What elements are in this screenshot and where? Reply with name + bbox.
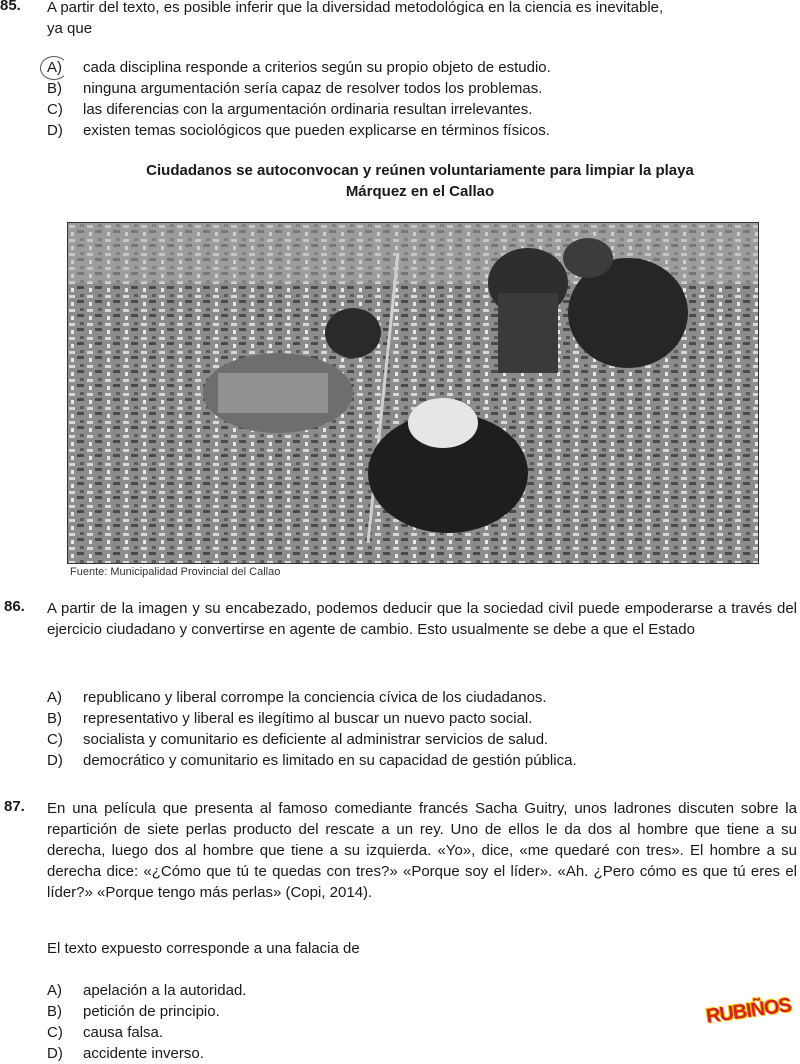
option-letter: D) [47,752,63,769]
option-text: apelación a la autoridad. [83,982,247,999]
option-87-c[interactable] [47,1022,246,1043]
option-text: petición de principio. [83,1003,220,1020]
option-text: accidente inverso. [83,1045,204,1062]
option-text: cada disciplina responde a criterios según su propio objeto de estudio. [83,59,551,76]
option-letter: B) [47,80,62,97]
news-headline-line2: Márquez en el Callao [345,183,495,200]
option-87-a[interactable] [47,980,246,1001]
question-87-stem: En una película que presenta al famoso comediante francés Sacha Guitry, unos ladrones discuten sobre la repartición de siete perlas producto del rescate a un rey. Uno de ellos le da dos al hombre que tiene a su derecha, luego dos al hombre que tiene a su izquierda. «Yo», dice, «me quedaré con tres». El hombre a su derecha dice: «¿Cómo que tú te quedas con tres?» «Porque soy el líder». «Ah. ¿Pero cómo es que tú eres el líder?» «Porque tengo más perlas» (Copi, 2014). [47,800,797,901]
question-86-options [47,687,577,771]
question-86-number: 86. [4,598,25,615]
news-headline-line1: Ciudadanos se autoconvocan y reúnen voluntariamente para limpiar la playa [146,162,694,179]
option-letter: D) [47,122,63,139]
beach-cleanup-photo-image [68,223,758,563]
option-letter: C) [47,101,63,118]
option-text: representativo y liberal es ilegítimo al buscar un nuevo pacto social. [83,710,533,727]
option-85-c[interactable] [47,99,551,120]
option-85-d[interactable] [47,120,551,141]
news-headline [60,160,780,202]
option-letter: A) [47,982,62,999]
option-text: existen temas sociológicos que pueden explicarse en términos físicos. [83,122,550,139]
option-letter: C) [47,731,63,748]
question-85-stem [47,0,797,39]
news-photo [67,222,759,564]
option-letter: A) [47,59,62,76]
question-87-number: 87. [4,798,25,815]
option-85-a[interactable] [47,57,551,78]
option-text: causa falsa. [83,1024,164,1041]
rubinos-logo: RUBIÑOS [704,994,793,1028]
option-letter: C) [47,1024,63,1041]
question-86-stem: A partir de la imagen y su encabezado, podemos deducir que la sociedad civil puede empoderarse a través del ejercicio ciudadano y convertirse en agente de cambio. Esto usualmente se debe a que el Estado [47,600,797,638]
option-letter: B) [47,710,62,727]
photo-caption: Fuente: Municipalidad Provincial del Callao [70,566,281,578]
question-85-options [47,57,551,141]
option-letter: A) [47,689,62,706]
option-87-b[interactable] [47,1001,246,1022]
option-86-d[interactable] [47,750,577,771]
option-86-a[interactable] [47,687,577,708]
question-85-number: 85. [0,0,21,14]
option-85-b[interactable] [47,78,551,99]
option-text: socialista y comunitario es deficiente al administrar servicios de salud. [83,731,549,748]
option-text: democrático y comunitario es limitado en su capacidad de gestión pública. [83,752,577,769]
option-86-c[interactable] [47,729,577,750]
question-85-stem-line2: ya que [47,20,93,37]
option-letter: D) [47,1045,63,1062]
option-text: ninguna argumentación sería capaz de resolver todos los problemas. [83,80,543,97]
option-text: republicano y liberal corrompe la conciencia cívica de los ciudadanos. [83,689,547,706]
question-85-stem-line1: A partir del texto, es posible inferir que la diversidad metodológica en la ciencia es inevitable, [47,0,664,16]
question-87-options [47,980,246,1064]
option-86-b[interactable] [47,708,577,729]
option-87-d[interactable] [47,1043,246,1064]
option-letter: B) [47,1003,62,1020]
answer-mark-icon [40,56,68,80]
question-87-prompt: El texto expuesto corresponde a una falacia de [47,940,360,957]
option-text: las diferencias con la argumentación ordinaria resultan irrelevantes. [83,101,533,118]
